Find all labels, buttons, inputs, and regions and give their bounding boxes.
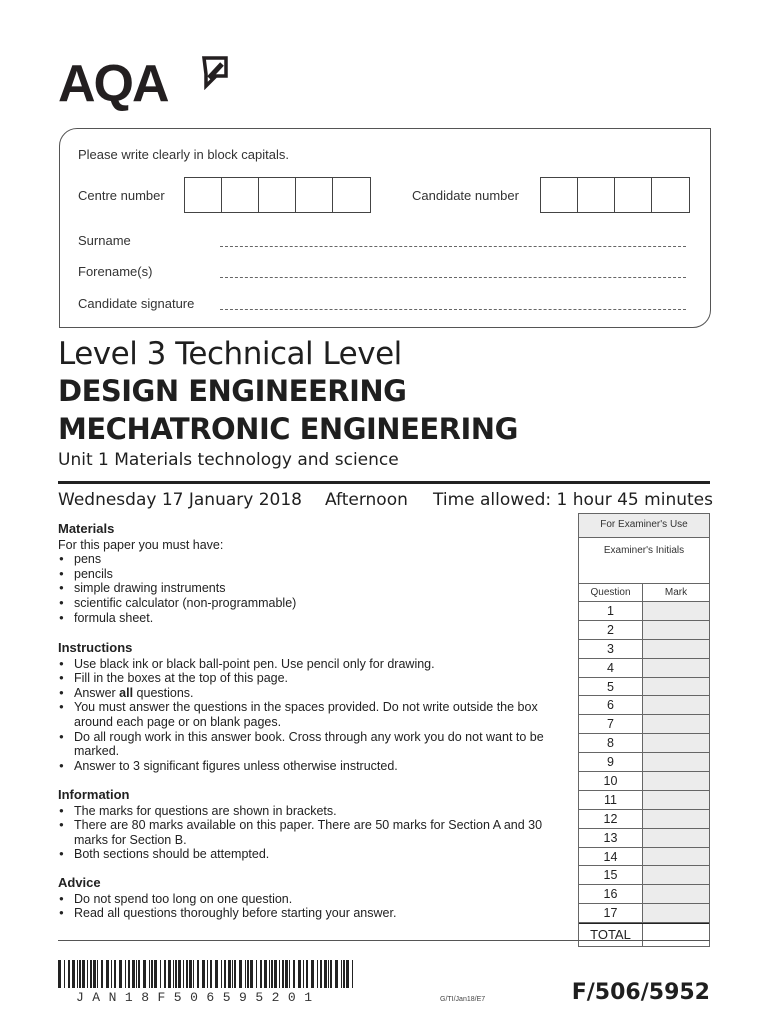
mark-cell[interactable] <box>643 829 709 847</box>
mark-cell[interactable] <box>643 904 709 922</box>
examiner-use-heading: For Examiner's Use <box>579 514 709 538</box>
barcode-bar <box>232 960 233 988</box>
forename-line[interactable] <box>220 277 686 278</box>
barcode-bar <box>343 960 345 988</box>
candidate-number-label: Candidate number <box>412 188 519 203</box>
table-row <box>579 810 709 829</box>
list-item: ● Answer all questions. <box>58 686 568 701</box>
barcode-bar <box>311 960 314 988</box>
barcode-bar <box>82 960 85 988</box>
list-item: ● You must answer the questions in the spaces provided. Do not write outside the box around each page or on blank pages. <box>58 700 568 729</box>
question-number: 1 <box>579 602 643 620</box>
barcode-bar <box>111 960 112 988</box>
table-row <box>579 753 709 772</box>
barcode-bar <box>143 960 146 988</box>
table-row <box>579 791 709 810</box>
list-item: ● Do not spend too long on one question. <box>58 892 568 907</box>
barcode-bar <box>132 960 135 988</box>
barcode-bar <box>250 960 253 988</box>
barcode-bar <box>317 960 318 988</box>
mark-cell[interactable] <box>643 621 709 639</box>
instructions-section <box>58 641 568 773</box>
barcode-bar <box>160 960 161 988</box>
question-column-header: Question <box>579 584 643 601</box>
barcode-bar <box>138 960 140 988</box>
barcode-bar <box>64 960 65 988</box>
list-item: ● formula sheet. <box>58 611 568 626</box>
question-number: 16 <box>579 885 643 903</box>
mark-cell[interactable] <box>643 772 709 790</box>
list-item: ● Answer to 3 significant figures unless otherwise instructed. <box>58 759 568 774</box>
barcode-bar <box>101 960 103 988</box>
question-number: 17 <box>579 904 643 922</box>
table-row <box>579 904 709 923</box>
list-item: ● There are 80 marks available on this paper. There are 50 marks for Section A and 30 marks for Section B. <box>58 818 568 847</box>
logo-text: AQA <box>58 55 168 113</box>
total-row <box>579 923 709 946</box>
information-section <box>58 788 568 862</box>
candidate-digit-box[interactable] <box>578 178 615 212</box>
barcode-bar <box>215 960 218 988</box>
advice-section <box>58 876 568 921</box>
centre-digit-box[interactable] <box>185 178 222 212</box>
block-capitals-instruction: Please write clearly in block capitals. <box>78 147 289 162</box>
barcode-bar <box>256 960 257 988</box>
list-item: ● scientific calculator (non-programmable) <box>58 596 568 611</box>
candidate-details-box <box>59 128 711 328</box>
candidate-number-boxes[interactable] <box>540 177 690 213</box>
examiner-use-table <box>578 513 710 947</box>
barcode-bar <box>87 960 88 988</box>
barcode-bar <box>79 960 81 988</box>
title-divider <box>58 481 710 484</box>
table-row <box>579 602 709 621</box>
list-item: ● Use black ink or black ball-point pen. Use pencil only for drawing. <box>58 657 568 672</box>
barcode-bar <box>247 960 249 988</box>
examiner-initials[interactable] <box>579 538 709 584</box>
barcode-bar <box>324 960 327 988</box>
barcode-bar <box>149 960 150 988</box>
exam-session: Afternoon <box>325 490 408 510</box>
barcode-bar <box>186 960 188 988</box>
barcode-bar <box>269 960 270 988</box>
barcode-bar <box>239 960 242 988</box>
barcode-bar <box>289 960 290 988</box>
forename-label: Forename(s) <box>78 264 153 279</box>
list-item: ● pens <box>58 552 568 567</box>
mark-cell[interactable] <box>643 866 709 884</box>
table-row <box>579 734 709 753</box>
barcode-bar <box>58 960 61 988</box>
table-row <box>579 659 709 678</box>
barcode-bar <box>114 960 116 988</box>
subject-title-2: MECHATRONIC ENGINEERING <box>58 412 518 446</box>
table-row <box>579 866 709 885</box>
barcode-bar <box>320 960 322 988</box>
barcode-bar <box>128 960 130 988</box>
list-item: ● Fill in the boxes at the top of this page. <box>58 671 568 686</box>
paper-reference: G/TI/Jan18/E7 <box>440 996 486 1003</box>
barcode-bar <box>346 960 349 988</box>
barcode-bar <box>154 960 157 988</box>
table-row <box>579 696 709 715</box>
centre-digit-box[interactable] <box>259 178 296 212</box>
instructions-heading: Instructions <box>58 640 133 655</box>
list-item: ● simple drawing instruments <box>58 581 568 596</box>
barcode-bar <box>207 960 208 988</box>
barcode-bar <box>328 960 329 988</box>
question-number: 7 <box>579 715 643 733</box>
signature-line[interactable] <box>220 309 686 310</box>
table-row <box>579 640 709 659</box>
barcode-bar <box>352 960 353 988</box>
barcode-bar <box>93 960 96 988</box>
mark-cell[interactable] <box>643 715 709 733</box>
barcode-bar <box>271 960 273 988</box>
question-number: 11 <box>579 791 643 809</box>
barcode-bar <box>197 960 199 988</box>
barcode-bar <box>224 960 226 988</box>
barcode-bar <box>168 960 171 988</box>
barcode-bar <box>228 960 231 988</box>
barcode-bar <box>298 960 301 988</box>
barcode-bar <box>260 960 262 988</box>
materials-intro: For this paper you must have: <box>58 537 224 552</box>
table-row <box>579 715 709 734</box>
candidate-digit-box[interactable] <box>615 178 652 212</box>
exam-date: Wednesday 17 January 2018 <box>58 490 302 510</box>
barcode-bar <box>97 960 98 988</box>
list-item: ● Do all rough work in this answer book. Cross through any work you do not want to be marked. <box>58 730 568 759</box>
barcode-bar <box>202 960 205 988</box>
list-item: ● Both sections should be attempted. <box>58 847 568 862</box>
table-row <box>579 621 709 640</box>
mark-cell[interactable] <box>643 678 709 696</box>
question-number: 9 <box>579 753 643 771</box>
barcode-bar <box>293 960 295 988</box>
question-number: 8 <box>579 734 643 752</box>
barcode-bar <box>175 960 177 988</box>
mark-cell[interactable] <box>643 848 709 866</box>
table-row <box>579 848 709 867</box>
candidate-digit-box[interactable] <box>652 178 689 212</box>
barcode-bar <box>330 960 332 988</box>
table-row <box>579 829 709 848</box>
barcode-bar <box>68 960 70 988</box>
mark-cell[interactable] <box>643 810 709 828</box>
question-number: 6 <box>579 696 643 714</box>
table-row <box>579 772 709 791</box>
list-item: ● pencils <box>58 567 568 582</box>
barcode-bar <box>90 960 92 988</box>
barcode-bar <box>183 960 184 988</box>
aqa-logo <box>58 56 228 112</box>
table-row <box>579 885 709 904</box>
barcode <box>58 960 356 988</box>
barcode-bar <box>285 960 288 988</box>
mark-cell[interactable] <box>643 696 709 714</box>
question-number: 2 <box>579 621 643 639</box>
list-item: ● The marks for questions are shown in brackets. <box>58 804 568 819</box>
question-number: 15 <box>579 866 643 884</box>
mark-cell[interactable] <box>643 640 709 658</box>
logo-mark-icon <box>202 56 228 90</box>
unit-title: Unit 1 Materials technology and science <box>58 450 399 470</box>
barcode-bar <box>306 960 308 988</box>
surname-label: Surname <box>78 233 131 248</box>
barcode-bar <box>234 960 236 988</box>
barcode-bar <box>282 960 284 988</box>
barcode-bar <box>106 960 109 988</box>
barcode-bar <box>189 960 192 988</box>
question-number: 14 <box>579 848 643 866</box>
surname-line[interactable] <box>220 246 686 247</box>
barcode-bar <box>164 960 166 988</box>
table-header <box>579 584 709 602</box>
table-row <box>579 678 709 697</box>
qualification-level: Level 3 Technical Level <box>58 336 402 372</box>
centre-digit-box[interactable] <box>296 178 333 212</box>
materials-heading: Materials <box>58 521 115 536</box>
signature-label: Candidate signature <box>78 296 195 311</box>
barcode-bar <box>264 960 267 988</box>
advice-heading: Advice <box>58 875 101 890</box>
examiner-initials-label: Examiner's Initials <box>603 545 685 556</box>
barcode-bar <box>335 960 338 988</box>
materials-section <box>58 522 568 625</box>
mark-cell[interactable] <box>643 602 709 620</box>
mark-cell[interactable] <box>643 885 709 903</box>
question-number: 4 <box>579 659 643 677</box>
barcode-bar <box>341 960 342 988</box>
barcode-bar <box>274 960 277 988</box>
barcode-text: JAN18F506595201 <box>76 990 321 1005</box>
candidate-digit-box[interactable] <box>541 178 578 212</box>
mark-cell[interactable] <box>643 659 709 677</box>
barcode-bar <box>151 960 153 988</box>
question-number: 10 <box>579 772 643 790</box>
barcode-bar <box>279 960 280 988</box>
mark-cell[interactable] <box>643 791 709 809</box>
centre-digit-box[interactable] <box>333 178 370 212</box>
barcode-bar <box>245 960 246 988</box>
barcode-bar <box>303 960 304 988</box>
barcode-bar <box>178 960 181 988</box>
subject-title-1: DESIGN ENGINEERING <box>58 374 407 408</box>
time-allowed: Time allowed: 1 hour 45 minutes <box>433 490 713 510</box>
mark-cell[interactable] <box>643 734 709 752</box>
barcode-bar <box>210 960 212 988</box>
list-item: ● Read all questions thoroughly before starting your answer. <box>58 906 568 921</box>
barcode-bar <box>77 960 78 988</box>
paper-code: F/506/5952 <box>571 980 710 1005</box>
question-number: 13 <box>579 829 643 847</box>
question-number: 3 <box>579 640 643 658</box>
question-number: 5 <box>579 678 643 696</box>
centre-digit-box[interactable] <box>222 178 259 212</box>
total-label: TOTAL <box>579 924 643 946</box>
centre-number-label: Centre number <box>78 188 165 203</box>
information-heading: Information <box>58 787 130 802</box>
barcode-bar <box>193 960 194 988</box>
barcode-bar <box>221 960 222 988</box>
barcode-bar <box>173 960 174 988</box>
barcode-bar <box>72 960 75 988</box>
barcode-bar <box>136 960 137 988</box>
total-mark-cell[interactable] <box>643 924 709 946</box>
mark-column-header: Mark <box>664 587 688 598</box>
barcode-bar <box>119 960 122 988</box>
barcode-bar <box>125 960 126 988</box>
question-rows <box>579 602 709 923</box>
question-number: 12 <box>579 810 643 828</box>
mark-cell[interactable] <box>643 753 709 771</box>
footer-divider <box>58 940 710 941</box>
centre-number-boxes[interactable] <box>184 177 371 213</box>
